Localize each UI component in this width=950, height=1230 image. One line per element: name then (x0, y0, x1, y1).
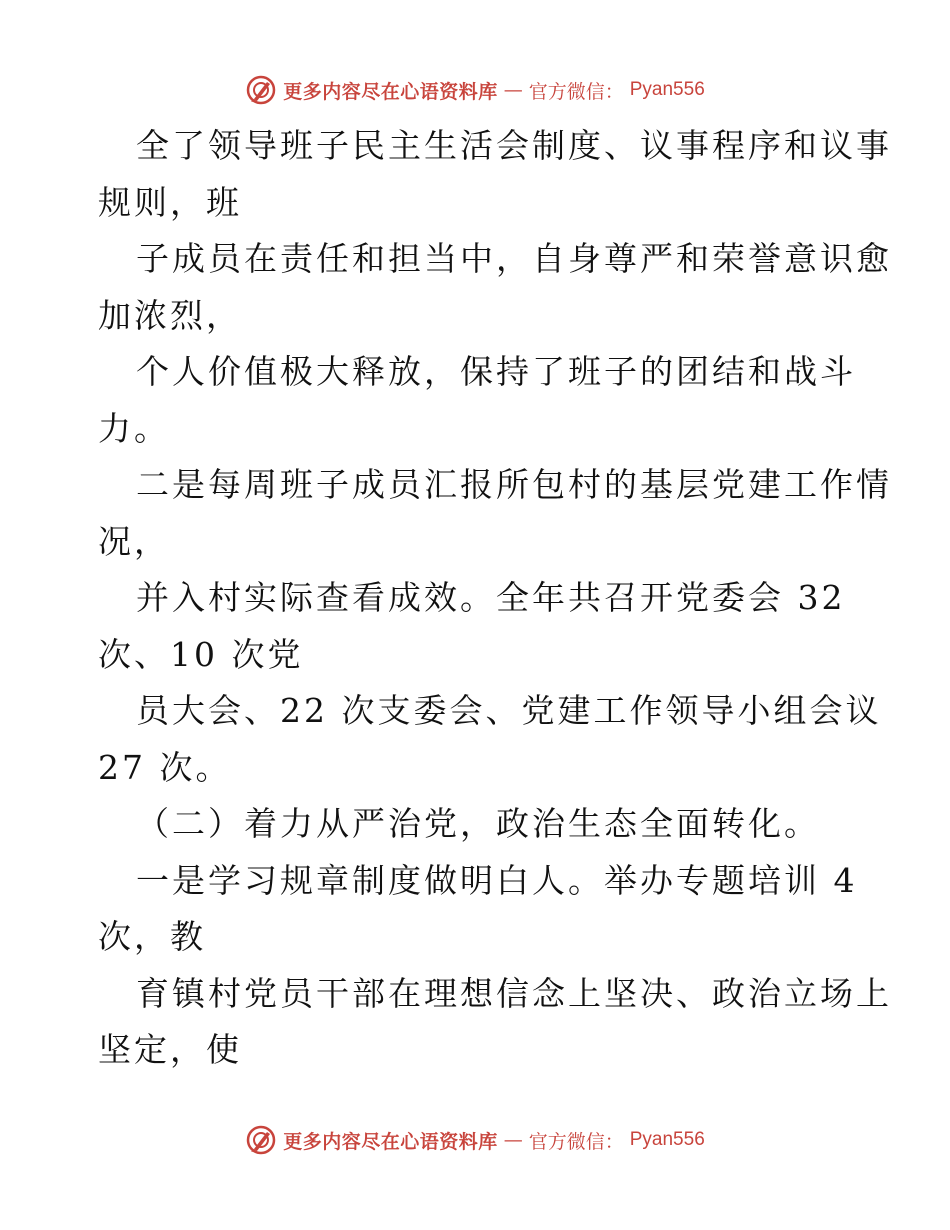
banner-wechat-id: Pyan556 (629, 1129, 705, 1150)
text-line: 力。 (98, 408, 170, 448)
text-line: 加浓烈， (98, 295, 242, 335)
text-line: 育镇村党员干部在理想信念上坚决、政治立场上 (136, 973, 892, 1013)
text-line: 子成员在责任和担当中，自身尊严和荣誉意识愈 (136, 239, 892, 278)
banner-wechat-id: Pyan556 (629, 79, 705, 100)
text-line: 次、10 次党 (98, 634, 304, 674)
footer-watermark (0, 1120, 950, 1160)
text-line: 二是每周班子成员汇报所包村的基层党建工作情 (136, 465, 892, 504)
banner-title: 更多内容尽在心语资料库 (283, 1130, 498, 1153)
document-body (98, 118, 892, 1079)
text-line: 并入村实际查看成效。全年共召开党委会 32 (136, 578, 846, 617)
text-line: 一是学习规章制度做明白人。举办专题培训 4 (136, 860, 858, 900)
text-line: 坚定，使 (98, 1030, 242, 1069)
text-line: 个人价值极大释放，保持了班子的团结和战斗 (136, 352, 856, 391)
text-line: 全了领导班子民主生活会制度、议事程序和议事 (136, 126, 892, 165)
text-line: （二）着力从严治党，政治生态全面转化。 (136, 804, 820, 843)
pen-logo-icon (245, 74, 277, 106)
text-line: 27 次。 (98, 747, 232, 787)
header-watermark (0, 70, 950, 110)
text-line: 况， (98, 521, 170, 561)
text-line: 员大会、22 次支委会、党建工作领导小组会议 (136, 691, 882, 730)
text-line: 规则，班 (98, 182, 242, 222)
banner-separator: — (503, 79, 523, 101)
banner-wechat-label: 官方微信： (528, 80, 624, 103)
banner-separator: — (503, 1129, 523, 1151)
pen-logo-icon (245, 1124, 277, 1156)
text-line: 次，教 (98, 917, 206, 956)
banner-wechat-label: 官方微信： (528, 1130, 624, 1153)
banner-title: 更多内容尽在心语资料库 (283, 80, 498, 103)
